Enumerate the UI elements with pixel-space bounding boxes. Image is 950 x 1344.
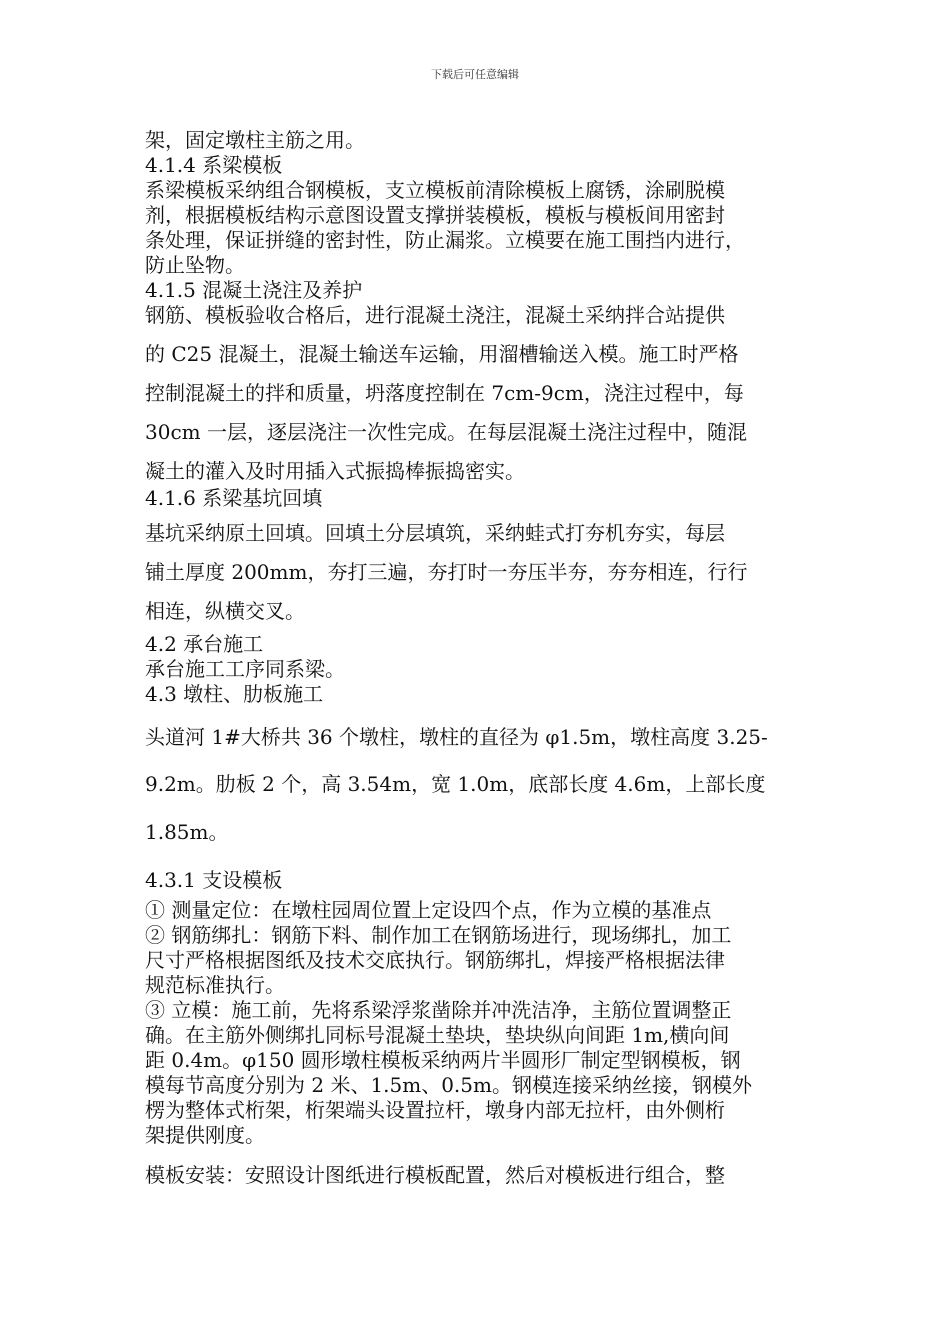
- text-line: 的 C25 混凝土，混凝土输送车运输，用溜槽输送入模。施工时严格: [145, 342, 739, 366]
- section-heading: 4.3.1 支设模板: [145, 868, 283, 892]
- text-line: 头道河 1#大桥共 36 个墩柱，墩柱的直径为 φ1.5m，墩柱高度 3.25-: [145, 725, 768, 749]
- page-header: 下载后可任意编辑: [431, 68, 519, 81]
- text-line: 钢筋、模板验收合格后，进行混凝土浇注，混凝土采纳拌合站提供: [145, 303, 725, 327]
- text-line: 模每节高度分别为 2 米、1.5m、0.5m。钢模连接采纳丝接，钢模外: [145, 1073, 752, 1097]
- text-line: 架，固定墩柱主筋之用。: [145, 128, 365, 152]
- text-line: 尺寸严格根据图纸及技术交底执行。钢筋绑扎，焊接严格根据法律: [145, 948, 725, 972]
- text-line: 规范标准执行。: [145, 973, 285, 997]
- text-line: 剂，根据模板结构示意图设置支撑拼装模板，模板与模板间用密封: [145, 203, 725, 227]
- text-line: ② 钢筋绑扎：钢筋下料、制作加工在钢筋场进行，现场绑扎，加工: [145, 923, 732, 947]
- text-line: 系梁模板采纳组合钢模板，支立模板前清除模板上腐锈，涂刷脱模: [145, 178, 725, 202]
- text-line: 距 0.4m。φ150 圆形墩柱模板采纳两片半圆形厂制定型钢模板，钢: [145, 1048, 741, 1072]
- text-line: 基坑采纳原土回填。回填土分层填筑，采纳蛙式打夯机夯实，每层: [145, 521, 725, 545]
- text-line: 确。在主筋外侧绑扎同标号混凝土垫块，垫块纵向间距 1m,横向间: [145, 1023, 730, 1047]
- section-heading: 4.2 承台施工: [145, 632, 264, 656]
- text-line: 模板安装：安照设计图纸进行模板配置，然后对模板进行组合，整: [145, 1163, 725, 1187]
- text-line: 铺土厚度 200mm，夯打三遍，夯打时一夯压半夯，夯夯相连，行行: [145, 560, 748, 584]
- text-line: 凝土的灌入及时用插入式振捣棒振捣密实。: [145, 459, 525, 483]
- section-heading: 4.3 墩柱、肋板施工: [145, 682, 324, 706]
- text-line: 9.2m。肋板 2 个，高 3.54m，宽 1.0m，底部长度 4.6m，上部长度: [145, 772, 766, 796]
- text-line: 架提供刚度。: [145, 1123, 265, 1147]
- text-line: 控制混凝土的拌和质量，坍落度控制在 7cm-9cm，浇注过程中，每: [145, 381, 744, 405]
- section-heading: 4.1.4 系梁模板: [145, 153, 283, 177]
- text-line: ③ 立模：施工前，先将系梁浮浆凿除并冲洗洁净，主筋位置调整正: [145, 998, 732, 1022]
- section-heading: 4.1.6 系梁基坑回填: [145, 486, 323, 510]
- text-line: 承台施工工序同系梁。: [145, 657, 345, 681]
- section-heading: 4.1.5 混凝土浇注及养护: [145, 278, 363, 302]
- text-line: 相连，纵横交叉。: [145, 599, 305, 623]
- text-line: 1.85m。: [145, 820, 229, 844]
- text-line: 楞为整体式桁架，桁架端头设置拉杆，墩身内部无拉杆，由外侧桁: [145, 1098, 725, 1122]
- text-line: 30cm 一层，逐层浇注一次性完成。在每层混凝土浇注过程中，随混: [145, 420, 747, 444]
- text-line: ① 测量定位：在墩柱园周位置上定设四个点，作为立模的基准点: [145, 898, 712, 922]
- text-line: 条处理，保证拼缝的密封性，防止漏浆。立模要在施工围挡内进行，: [145, 228, 745, 252]
- text-line: 防止坠物。: [145, 253, 245, 277]
